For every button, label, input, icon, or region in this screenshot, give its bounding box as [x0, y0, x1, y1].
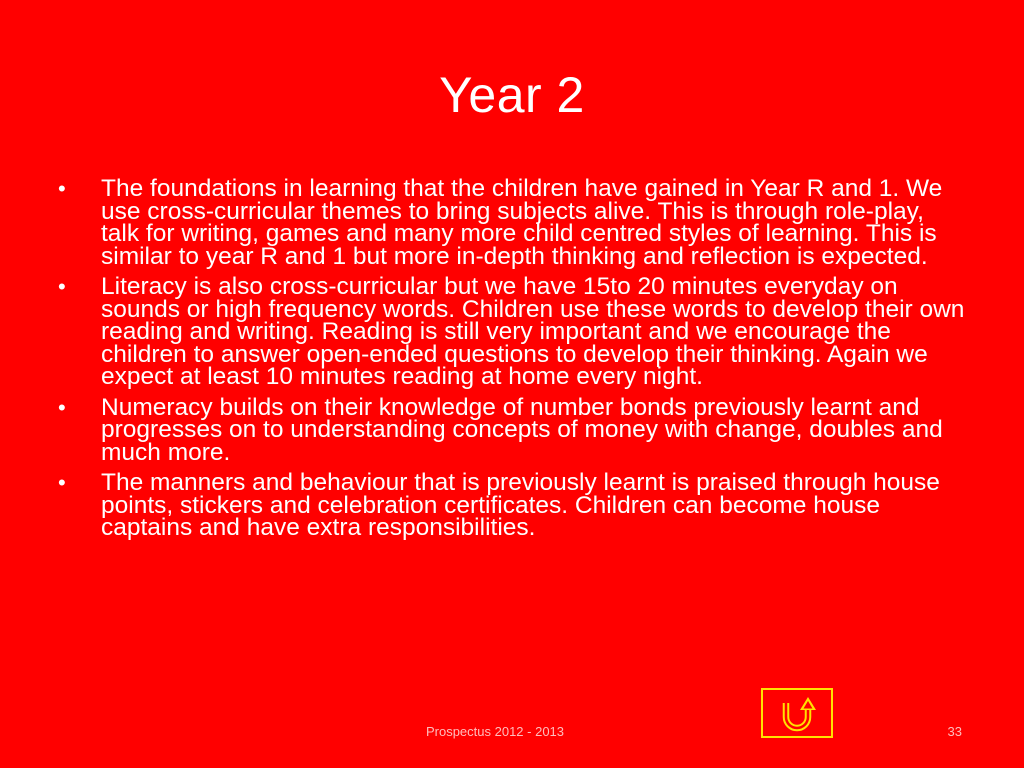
bullet-item	[58, 175, 968, 270]
return-button[interactable]	[761, 688, 833, 738]
footer-text: Prospectus 2012 - 2013	[425, 724, 565, 739]
bullet-dot: •	[58, 394, 66, 420]
bullet-item	[58, 393, 968, 466]
slide-title: Year 2	[439, 67, 585, 123]
bullet-text: Numeracy builds on their knowledge of number bonds previously learnt and progresses on to understanding concepts of money with change, doubles and much more.	[101, 393, 943, 466]
bullet-text: Literacy is also cross-curricular but we have 15to 20 minutes everyday on sounds or high frequency words. Children use these words to develop their own reading and writing. Reading is still very important and we encourage the children to answer open-ended questions to develop their thinking. Again we expect at least 10 minutes reading at home every night.	[101, 273, 965, 390]
bullet-text: The foundations in learning that the children have gained in Year R and 1. We use cross-curricular themes to bring subjects alive. This is through role-play, talk for writing, games and many more child centred styles of learning. This is similar to year R and 1 but more in-depth thinking and reflection is expected.	[101, 175, 943, 270]
bullet-text: The manners and behaviour that is previously learnt is praised through house points, stickers and celebration certificates. Children can become house captains and have extra responsibilities.	[101, 469, 940, 541]
page-number: 33	[947, 724, 962, 739]
bullet-list	[58, 175, 968, 548]
bullet-dot: •	[58, 176, 66, 201]
bullet-dot: •	[58, 470, 66, 495]
u-turn-return-icon	[777, 693, 817, 733]
bullet-item	[58, 273, 968, 390]
bullet-dot: •	[58, 274, 66, 299]
bullet-item	[58, 469, 968, 541]
